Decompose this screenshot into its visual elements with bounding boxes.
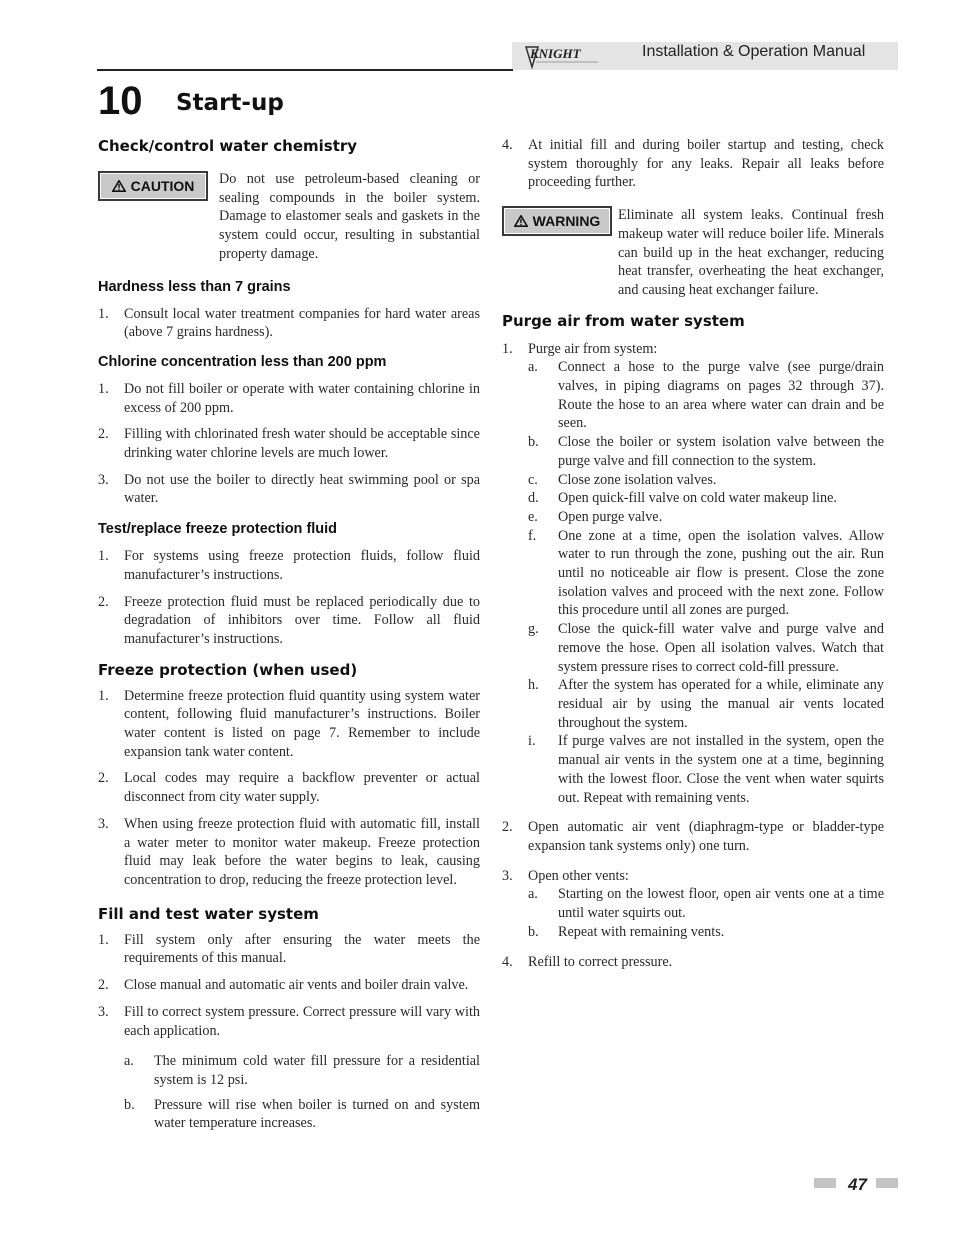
list-item: 4. Refill to correct pressure. [502, 954, 673, 971]
sub-list-item: a. The minimum cold water fill pressure for a residential system is 12 psi. [124, 1053, 480, 1088]
caution-badge [98, 171, 208, 201]
page-number: 47 [848, 1175, 867, 1194]
page-number-bar-left [814, 1178, 836, 1188]
sub-list-item: b. Close the boiler or system isolation valve between the purge valve and fill connection to the system. [528, 434, 884, 469]
warning-text: Eliminate all system leaks. Continual fresh makeup water will reduce boiler life. Minerals can build up in the heat exchanger, reducing heat transfer, overheating the heat exchanger, and causing heat exchanger failure. [618, 207, 884, 298]
right-column [502, 136, 884, 972]
list-item: 1. Determine freeze protection fluid quantity using system water content, following fluid manufacturer’s instructions. Boiler water content is listed on page 7. Remember to include expansion tank water content. [98, 687, 480, 760]
sub-list-item: b. Pressure will rise when boiler is turned on and system water temperature increases. [124, 1096, 480, 1132]
subsection-freeze-fluid: Test/replace freeze protection fluid [98, 521, 338, 538]
list-item: 2. Close manual and automatic air vents and boiler drain valve. [98, 977, 469, 994]
manual-title: Installation & Operation Manual [642, 43, 866, 60]
vents-sub-list [528, 885, 884, 941]
sub-list-item: a. Starting on the lowest floor, open air vents one at a time until water squirts out. [528, 886, 884, 922]
sub-list-item: b. Repeat with remaining vents. [528, 923, 725, 940]
list-item: 3. Do not use the boiler to directly heat swimming pool or spa water. [98, 471, 480, 507]
warning-triangle-icon [112, 180, 126, 192]
section-title-freeze-protection: Freeze protection (when used) [98, 660, 358, 679]
list-item: 1. For systems using freeze protection fluids, follow fluid manufacturer’s instructions. [98, 548, 480, 583]
sub-list-item: e. Open purge valve. [528, 508, 663, 525]
left-column [98, 136, 480, 1133]
warning-notice [502, 206, 884, 300]
sub-list-item: d. Open quick-fill valve on cold water makeup line. [528, 490, 837, 507]
list-item: 1. Fill system only after ensuring the water meets the requirements of this manual. [98, 931, 480, 967]
list-item: 1. Do not fill boiler or operate with water containing chlorine in excess of 200 ppm. [98, 380, 480, 416]
list-item: 2. Open automatic air vent (diaphragm-type or bladder-type expansion tank systems only) one turn. [502, 819, 884, 854]
warning-triangle-icon [514, 215, 528, 227]
list-item: 3. When using freeze protection fluid with automatic fill, install a water meter to monitor water makeup. Freeze protection fluid may leak before the water begins to leak, causing concentration to drop, reducing the freeze protection level. [98, 815, 480, 888]
page-number-bar-right [876, 1178, 898, 1188]
section-title-purge-air: Purge air from water system [502, 311, 745, 330]
subsection-chlorine: Chlorine concentration less than 200 ppm [98, 353, 387, 370]
section-title-water-chemistry: Check/control water chemistry [98, 137, 358, 155]
sub-list-item: h. After the system has operated for a while, eliminate any residual air by using the manual air vents located throughout the system. [528, 677, 884, 731]
knight-logo [514, 42, 606, 70]
list-item: 1. Purge air from system: [502, 340, 658, 357]
warning-label: WARNING [532, 213, 601, 230]
header-rule [97, 69, 513, 71]
list-item: 4. At initial fill and during boiler startup and testing, check system thoroughly for any leaks. Repair all leaks before proceeding further. [502, 137, 884, 191]
warning-badge [502, 206, 612, 236]
chapter-title: Start-up [176, 90, 284, 116]
section-title-fill-test: Fill and test water system [98, 904, 319, 923]
caution-text: Do not use petroleum-based cleaning or sealing compounds in the boiler system. Damage to elastomer seals and gaskets in the system could occur, resulting in substantial property damage. [219, 171, 480, 262]
list-item: 1. Consult local water treatment companies for hard water areas (above 7 grains hardness). [98, 305, 480, 341]
list-item: 3. Fill to correct system pressure. Correct pressure will vary with each application. [98, 1003, 480, 1039]
subsection-hardness: Hardness less than 7 grains [98, 278, 291, 295]
list-item: 2. Local codes may require a backflow preventer or actual disconnect from city water supply. [98, 770, 480, 806]
sub-list-item: g. Close the quick-fill water valve and purge valve and remove the hose. Open all isolation valves. Watch that system pressure rises to correct cold-fill pressure. [528, 621, 884, 675]
sub-list-item: i. If purge valves are not installed in the system, open the manual air vents in the system one at a time, beginning with the lowest floor. Close the vent when water squirts out. Repeat with remaining vents. [528, 733, 884, 806]
list-item: 3. Open other vents: [502, 867, 629, 884]
caution-notice [98, 170, 480, 264]
sub-list-item: c. Close zone isolation valves. [528, 471, 717, 488]
svg-text:KNIGHT: KNIGHT [530, 46, 581, 61]
sub-list-item: a. Connect a hose to the purge valve (see purge/drain valves, in piping diagrams on pages 32 through 37). Route the hose to an area where water can drain and be seen. [528, 359, 884, 432]
list-item: 2. Freeze protection fluid must be replaced periodically due to degradation of inhibitors over time. Follow all fluid manufacturer’s instructions. [98, 593, 480, 647]
list-item: 2. Filling with chlorinated fresh water should be acceptable since drinking water chlorine levels are much lower. [98, 426, 480, 462]
chapter-number: 10 [98, 79, 143, 123]
sub-list-item: f. One zone at a time, open the isolation valves. Allow water to run through the zone, pushing out the air. Run until no noticeable air flow is present. Close the zone isolation valves and proceed with the next zone. Follow this procedure until all zones are purged. [528, 527, 884, 619]
purge-sub-list [528, 358, 884, 807]
caution-label: CAUTION [130, 178, 195, 194]
